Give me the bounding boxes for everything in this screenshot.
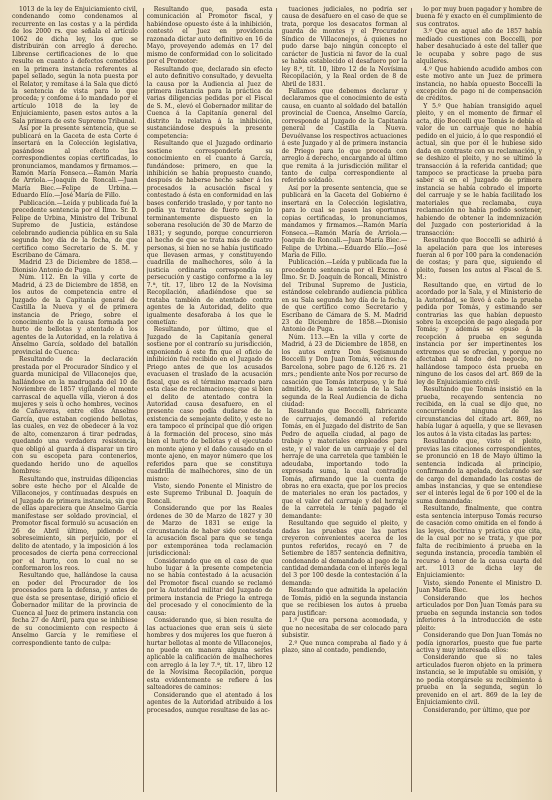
- column-4: [416, 6, 542, 794]
- paragraph: 2.º Que nunca compraba al fiado y á plazo, sino al contado, pendiendo,: [281, 639, 408, 654]
- paragraph: Núm. 113.—En la villa y corte de Madrid, á 23 de Diciembre de 1858, en los autos entre Don Segismundo Boccelli y Don Juan Tomás, vecinos de Barcelona, sobre pago de 6.126 rs. 21 mrs.; pendiente ante Nos por recurso de casación que Tomás interpuso, y le fué admitido, de la sentencia de la Sala segunda de la Real Audiencia de dicha ciudad:: [281, 333, 408, 409]
- paragraph: Considerando que el atentado á los agentes de la Autoridad atribuido á los procesados, aunque resultase de las ac-: [146, 691, 273, 714]
- paragraph: Resultando que Tomás insistió en la prueba, recayendo sentencia no recibida, en la cual se dijo que, no concurriendo ninguna de las circunstancias del citado art. 869, no había lugar á aquella, y que se llevasen los autos á la vista citadas las partes:: [416, 386, 542, 438]
- paragraph: Resultando que admitida la apelación de Tomás, pidió en la segunda instancia que se recibiesen los autos á prueba para justificar:: [281, 587, 408, 617]
- column-divider: [276, 8, 277, 792]
- paragraph: Visto, siendo Ponente el Ministro D. Juan María Biec.: [416, 579, 542, 595]
- paragraph: Resultando, finalmente, que contra esta sentencia interpuso Tomás recurso de casación como omitida en el fondo á las leyes, doctrina y práctica que cita, de la cual por no se trata, y que por falta de recibimiento á prueba en la segunda instancia, procedía también el recurso á tenor de la causa cuarta del art. 1013 de dicha ley de Enjuiciamiento:: [416, 505, 542, 580]
- paragraph: Resultando que Boccelli se adhirió á la apelación para que los intereses fueran al 6 por 100 para la condenación de costas; y para que, siguiendo el pleito, fuesen los autos al Fiscal de S. M.:: [416, 237, 542, 282]
- paragraph: Madrid 23 de Diciembre de 1858.—Dionisio Antonio de Puga.: [12, 259, 138, 274]
- column-2: [147, 6, 273, 794]
- paragraph: Publicación.—Leída y publicada fué la precedente sentencia por el Ilmo. Sr. D. Felipe de Urbina, Ministro del Tribunal Supremo de Justicia, estándose celebrando audiencia pública en su Sala segunda hoy día de la fecha, de que certifico como Secretario de S. M. y Escribano de Cámara.: [12, 199, 138, 259]
- paragraph: Visto, siendo Ponente el Ministro de este Supremo Tribunal D. Joaquín de Roncali.: [146, 483, 273, 505]
- paragraph: lo por muy buen pagador y hombre de buena fé y exacto en el cumplimiento de sus contratos.: [416, 6, 542, 28]
- paragraph: Considerando, por último, que por: [423, 706, 530, 714]
- column-3: [282, 6, 408, 794]
- paragraph: Núm. 112. En la villa y corte de Madrid, á 23 de Diciembre de 1858, en los autos de competencia entre el Juzgado de la Capitanía general de Castilla la Nueva y el de primera instancia de Priego, sobre el conocimiento de la causa formada por hurto de bellotas y atentado á los agentes de la Autoridad, en la relativa á Anselmo García, soldado del batallón provincial de Cuenca:: [12, 274, 138, 356]
- paragraph: Resultando que, pasada esta comunicación al Promotor fiscal, y habiéndose opuesto éste á la inhibición, contestó el Juez en providencia razonada dictar auto definitivo en 16 de Mayo, proveyendo además en 17 del mismo de conformidad con lo solicitado por el Promotor:: [146, 6, 273, 66]
- column-divider: [143, 8, 144, 792]
- paragraph: 3.º Que en aquel año de 1857 había mediado cuestiones con Boccelli, por haber desahuciado á este del taller que le ocupaba y sobre pago de sus alquileres.: [416, 28, 542, 66]
- paragraph: Resultando que, visto el pleito, previas las citaciones correspondientes, se pronunció en 18 de Mayo último la sentencia indicada al principio, confirmando la apelada, declarando ser de cargo del demandado las costas de ambas instancias, y que se entendiese ser el interés legal de 6 por 100 el de la suma demandada:: [416, 438, 542, 505]
- text-columns: [12, 6, 542, 794]
- paragraph: Fallamos que debemos declarar y declaramos que el conocimiento de esta causa, en cuanto al soldado del batallón provincial de Cuenca, Anselmo García, corresponde al Juzgado de la Capitanía general de Castilla la Nueva. Devuélvanse los respectivos actuaciones á este Juzgado y al de primera instancia de Priego para lo que proceda con arreglo á derecho, encargando al último que remita á la jurisdicción militar el tanto de culpa correspondiente al referido soldado.: [281, 87, 408, 185]
- column-divider: [411, 8, 412, 792]
- paragraph: Resultando que, en virtud de lo acordado por la Sala, y el Ministerio de la Autoridad, se llevó á cabo la prueba pedida por Tomás, y estimando ser contrarias las que habían depuesto sobre la excepción de pago alegada por Tomás; y además se opuso á la recepción á prueba en segunda instancia por ser impertinentes los extremos que se ofrecían, y porque no afectaban al fondo del negocio, no hallándose tampoco ésta prueba en ninguno de los casos del art. 869 de la ley de Enjuiciamiento civil:: [416, 281, 542, 386]
- paragraph: Considerando que por las Reales órdenes de 30 de Marzo de 1827 y 30 de Marzo de 1831 se exige la circunstancia de haber sido contestada la acusación fiscal para que se tenga por extemporánea toda reclamación jurisdiccional:: [146, 505, 273, 558]
- paragraph: Resultando que seguido el pleito, y dadas las pruebas que las partes creyeron convenientes acerca de los puntos referidos, recayó en 7 de Setiembre de 1857 sentencia definitiva, condenando al demandado al pago de la cantidad demandada con el interés legal del 3 por 100 desde la contestación á la demanda:: [281, 520, 408, 587]
- paragraph: Resultando de la declaración prestada por el Procurador Síndico y el guarda municipal de Villaconejos que, hallándose en la madrugada del 10 de Noviembre de 1857 vigilando el monte carrascal de aquella villa, vieron á dos mujeres y seis ú ocho hombres, vecinos de Cañaveras, entre ellos Anselmo García, que estaban cogiendo bellotas, las cuales, en vez de obedecer á la voz de alto, comenzaron á tirar pedradas, quedando una verdadera resistencia, que obligó al guarda á disparar un tiro con su escopeta para contenerlos, quedando herido uno de aquellos hombres:: [12, 356, 138, 476]
- paragraph: 4.º Que habiendo acudido ambos con este motivo ante un Juez de primera instancia, no había opuesto Boccelli la excepción de pago ni de compensación de créditos.: [416, 65, 542, 103]
- column-1: [12, 6, 138, 794]
- paragraph: Resultando que, instruidas diligencias sobre este hecho por el Alcalde de Villaconejos, y continuadas después en el Juzgado de primera instancia, sin que de ellas apareciera que Anselmo García manifestase ser soldado provincial, el Promotor fiscal formuló su acusación en 26 de Abril último, pidiendo el sobreseimiento, sin perjuicio, por el delito de atentado, y la imposición á los procesados de cierta pena correccional por el hurto, con lo cual no se conformaron los reos.: [12, 475, 138, 572]
- paragraph: Resultando que, hallándose la causa en poder del Procurador de los procesados para la defensa, y antes de que ésta se presentase, dirigió oficio el Gobernador militar de la provincia de Cuenca al Juez de primera instancia con fecha 27 de Abril, para que se inhibiese de su conocimiento con respecto á Anselmo García y le remitiese el correspondiente tanto de culpa:: [12, 572, 138, 647]
- paragraph: Considerando que los hechos articulados por Don Juan Tomás para su prueba en segunda instancia son todos inferiores á la introducción de este pleito:: [416, 594, 542, 632]
- paragraph: Así por la presente sentencia, que se publicará en la Gaceta del Gobierno é insertará en la Colección legislativa, para lo cual se pasen las oportunas copias certificadas, lo pronunciamos, mandamos y firmamos.—Ramón María Fonseca.—Ramón María de Arriola.—Joaquín de Roncali.—Juan María Biec.—Felipe de Urbina.—Eduardo Elío.—José María de Fillo.: [281, 184, 408, 259]
- paragraph: tuaciones judiciales, no podría ser causa de desafuero en el caso de que se trata, porque los desacatos forman al guarda de montes y el Procurador Síndico de Villaconejos, á quienes no pudo darse bajo ningún concepto el carácter de Justicia ni favor de la cual se había establecido el desafuero por la ley 8.ª, tít. 10, libro 12 de la Novísima Recopilación, y la Real orden de 8 de Abril de 1831.: [281, 6, 408, 88]
- paragraph: Considerando que Don Juan Tomás no podía ignorarlos, puesto que fue parte activa y muy interesada ellos:: [416, 632, 542, 654]
- paragraph: Así por la presente sentencia, que se publicará en la Gaceta de esta Corte é insertará en la Colección legislativa, pasándose al efecto las correspondientes copias certificadas, lo pronunciamos, mandamos y firmamos.—Ramón María Fonseca.—Ramón María de Arriola.—Joaquín de Roncali.—Juan María Biec.—Felipe de Urbina.—Eduardo Elío.—José María de Fillo.: [12, 125, 138, 200]
- paragraph: Y 5.º Que habían transigido aquel pleito, y en el momento de firmar el acta, dijo Boccelli que Tomás le debía el valor de un carruaje que no había pedido en el juicio, á lo que respondió el actual, sin que por él le hubiese sido dada en contraste con su reclamación, y se deshizo el pleito, y no se ultimó la transacción á la referida cantidad; que tampoco se practicase la prueba para saber si en el Juzgado de primera instancia se había cobrado el importe del carruaje y se le había facilitado los materiales que reclamaba, cuya reclamación no había podido sostener, habiendo de obtener la indemnización del Juzgado con posterioridad á la transacción:: [416, 102, 542, 237]
- paragraph: Resultando que Boccelli, fabricante de carruajes, demandó al referido Tomás, en el Juzgado del distrito de San Pedro de aquella ciudad, al pago de trabajo y materiales empleados para este, y el valor de un carruaje y el del herraje de una carretela que también le adeudaba, importando todo la expresada suma, la cual contradijo Tomás, afirmando que la cuenta de obras no era exacta, que por los precios de materiales no eran los pactados, y que el valor del carruaje y del herraje de la carretela le tenía pagado el demandante:: [281, 408, 408, 520]
- paragraph: Considerando que si no tales articulados fueron objeto en la primera instancia, se le imputable su omisión, y no podía otorgársele su recibimiento á prueba en la segunda, según lo prevenido en el art. 869 de la ley de Enjuiciamiento civil.: [416, 654, 542, 707]
- paragraph: Resultando, por último, que el Juzgado de la Capitanía general sostiene por el contrario su jurisdicción, exponiendo á este fin que el oficio de inhibición fué recibido en el Juzgado de Priego antes de que los acusados evacuasen el traslado de la acusación fiscal, que es el término marcado para esta clase de reclamaciones; que si bien el delito de atentado contra la Autoridad causa desafuero, en el presente caso podía dudarse de la existencia de semejante delito, y este no era tampoco el principal que dió origen á la formación del proceso, sino más bien el hurto de bellotas y el ejecutado en monte ajeno y el daño causado en el monte ajeno, en mayor número que los referidos para que se constituya cuadrilla de malhechores, sino de un mismo:: [146, 326, 273, 483]
- paragraph: Publicación.—Leída y publicada fue la precedente sentencia por el Excmo. é Ilmo. Sr. D. Joaquín de Roncali, Ministro del Tribunal Supremo de Justicia, estándose celebrando audiencia pública en su Sala segunda hoy día de la fecha, de que certifico como Secretario y Escribano de Cámara de S. M. Madrid 23 de Diciembre de 1858.—Dionisio Antonio de Puga.: [281, 259, 408, 334]
- paragraph: Considerando que, si bien resulta de las actuaciones que eran seis ú siete hombres y dos mujeres los que fueron á hurtar bellotas al monte de Villaconejos, no puede en manera alguna serles aplicable la calificación de malhechores con arreglo á la ley 7.ª, tít. 17, libro 12 de la Novísima Recopilación, porque esta evidentemente se refiere á los salteadores de caminos:: [146, 617, 273, 692]
- paragraph: Resultando que, declarado sin efecto el auto definitivo consultado, y devuelta la causa por la Audiencia al Juez de primera instancia para la práctica de varias diligencias pedidas por el Fiscal de S. M., elevó el Gobernador militar de Cuenca á la Capitanía general del distrito la relativa á la inhibición, sustanciándose después la presente competencia:: [146, 65, 273, 140]
- paragraph: 1.º Que era persona acomodada, y que no necesitaba de ser colocado para subsistir.: [281, 617, 408, 640]
- paragraph: Resultando que el Juzgado ordinario sostiene corresponderle su conocimiento en el cuanto á García, fundándose: primero, en que la inhibición se había propuesto cuando, después de haberse hecho saber á los procesados la acusación fiscal y contestado á ésta en conformidad en las bases conferido traslado, y por tanto no podía ya trataree de fuero según lo terminantemente dispuesto en la soberana resolución de 30 de Marzo de 1831; y segundo, porque concurrieron al hecho de que se trata más de cuatro personas, si bien no se había justificado que llevasen armas, y constituyendo cuadrilla de malhechores, sólo á la justicia ordinaria correspondía su persecución y castigo conforme a la ley 7.ª, tít. 17, libro 12 de la Novísima Recopilación, añadiéndose que se trataba también de atentado contra agentes de la Autoridad, delito que igualmente desaforaba á los que le cometían:: [146, 140, 273, 327]
- paragraph: Considerando que en el caso de que hubo lugar á la presente competencia no se había contestado á la acusación del Promotor fiscal cuando se reclamó por la Autoridad militar del Juzgado de primera instancia de Priego la entrega del procesado y el conocimiento de la causa:: [146, 557, 273, 617]
- paragraph: 1013 de la ley de Enjuiciamiento civil, condenando como condenamos al recurrente en las costas y a la pérdida de los 2000 rs. que señala el artículo 1062 de dicha ley, los que se distribuirán con arreglo á derecho. Librense certificaciones de lo que resulte en cuanto á defectos cometidos en la primera instancia referentes al papel sellado, según la nota puesta por el Relator, y remítase á la Sala que dictó la sentencia de vista para lo que proceda; y confome á lo mandado por el artículo 1018 de la ley de Enjuiciamiento, pasen estos autos a la Sala primera de este Supremo Tribunal.: [12, 6, 138, 125]
